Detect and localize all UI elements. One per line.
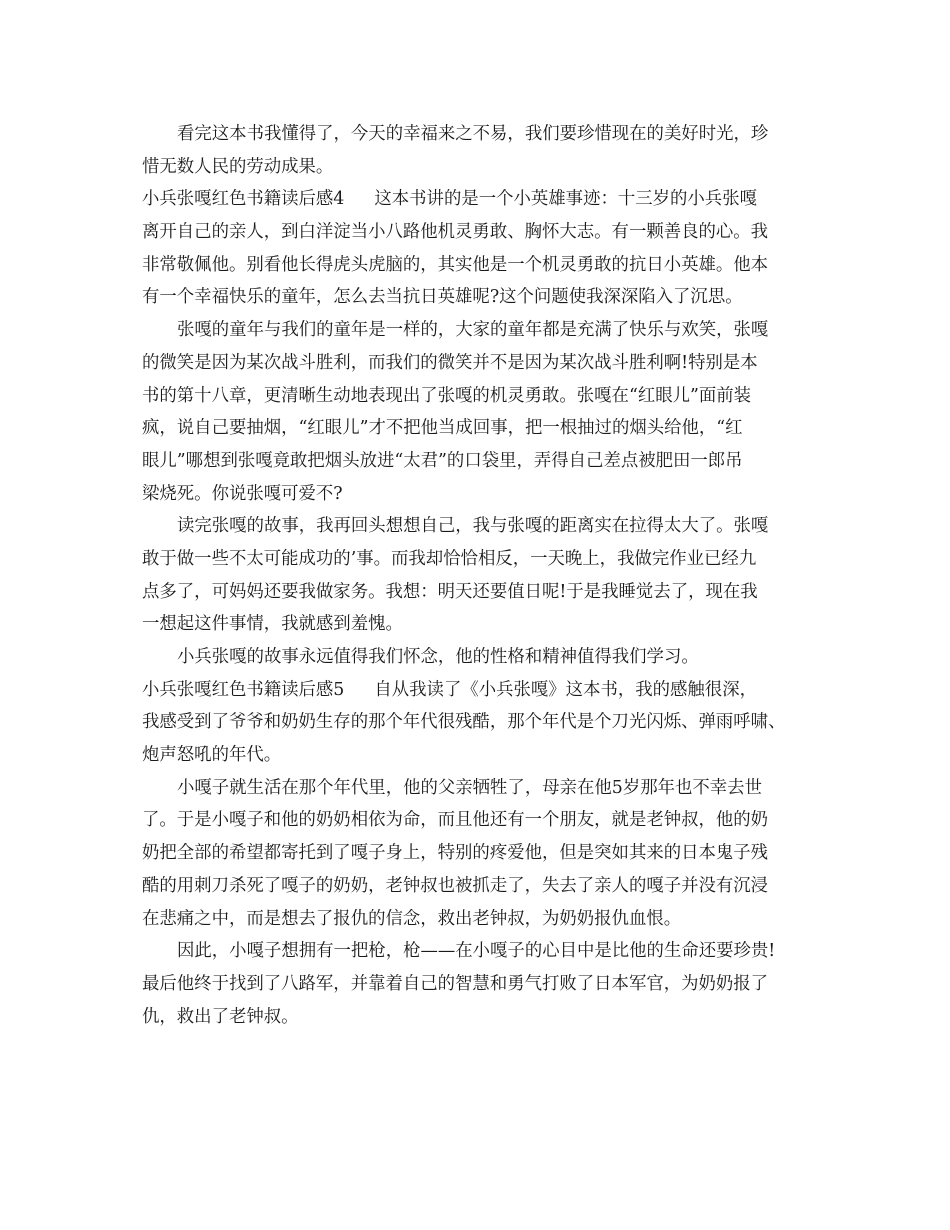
paragraph-line: 了。于是小嘎子和他的奶奶相依为命，而且他还有一个朋友，就是老钟叔，他的奶 xyxy=(142,810,769,831)
paragraph-line: 最后他终于找到了八路军，并靠着自己的智慧和勇气打败了日本军官，为奶奶报了 xyxy=(142,973,769,994)
paragraph-line: 有一个幸福快乐的童年，怎么去当抗日英雄呢?这个问题使我深深陷入了沉思。 xyxy=(142,287,743,308)
paragraph-line: 惜无数人民的劳动成果。 xyxy=(142,156,334,177)
paragraph-line: 读完张嘎的故事，我再回头想想自己，我与张嘎的距离实在拉得太大了。张嘎 xyxy=(177,516,769,537)
paragraph-line: 我感受到了爷爷和奶奶生存的那个年代很残酷，那个年代是个刀光闪烁、弹雨呼啸、 xyxy=(142,712,786,733)
paragraph-text: 自从我读了《小兵张嘎》这本书，我的感触很深， xyxy=(374,679,757,700)
paragraph-line: 的微笑是因为某次战斗胜利，而我们的微笑并不是因为某次战斗胜利啊!特别是本 xyxy=(142,352,758,373)
paragraph-line: 离开自己的亲人，到白洋淀当小八路他机灵勇敢、胸怀大志。有一颗善良的心。我 xyxy=(142,222,769,243)
paragraph-line: 疯，说自己要抽烟，“红眼儿”才不把他当成回事，把一根抽过的烟头给他，“红 xyxy=(142,418,743,439)
paragraph-line: 非常敬佩他。别看他长得虎头虎脑的，其实他是一个机灵勇敢的抗日小英雄。他本 xyxy=(142,254,769,275)
paragraph-line: 眼儿”哪想到张嘎竟敢把烟头放进“太君”的口袋里，弄得自己差点被肥田一郎吊 xyxy=(142,450,743,471)
document-page xyxy=(142,118,812,1033)
paragraph-line: 书的第十八章，更清晰生动地表现出了张嘎的机灵勇敢。张嘎在“红眼儿”面前装 xyxy=(142,385,752,406)
paragraph-text: 这本书讲的是一个小英雄事迹：十三岁的小兵张嘎 xyxy=(374,189,757,210)
paragraph-line: 酷的用刺刀杀死了嘎子的奶奶，老钟叔也被抓走了，失去了亲人的嘎子并没有沉浸 xyxy=(142,875,769,896)
paragraph-line: 仇，救出了老钟叔。 xyxy=(142,1006,299,1027)
section-heading-line xyxy=(142,674,812,707)
paragraph-line: 梁烧死。你说张嘎可爱不? xyxy=(142,483,343,504)
paragraph-line: 因此，小嘎子想拥有一把枪，枪——在小嘎子的心目中是比他的生命还要珍贵! xyxy=(177,941,776,962)
paragraph-line: 炮声怒吼的年代。 xyxy=(142,745,282,766)
paragraph-line: 看完这本书我懂得了，今天的幸福来之不易，我们要珍惜现在的美好时光，珍 xyxy=(177,124,769,144)
paragraph-line: 敢于做一些不太可能成功的’事。而我却恰恰相反，一天晚上，我做完作业已经九 xyxy=(142,548,757,569)
section-heading: 小兵张嘎红色书籍读后感4 xyxy=(142,189,345,210)
section-heading: 小兵张嘎红色书籍读后感5 xyxy=(142,679,345,700)
paragraph-line: 张嘎的童年与我们的童年是一样的，大家的童年都是充满了快乐与欢笑，张嘎 xyxy=(177,320,769,341)
paragraph-line: 点多了，可妈妈还要我做家务。我想：明天还要值日呢!于是我睡觉去了，现在我 xyxy=(142,581,758,602)
paragraph-line: 在悲痛之中，而是想去了报仇的信念，救出老钟叔，为奶奶报仇血恨。 xyxy=(142,908,682,929)
paragraph-line: 一想起这件事情，我就感到羞愧。 xyxy=(142,614,403,635)
section-heading-line xyxy=(142,183,812,216)
paragraph-line: 奶把全部的希望都寄托到了嘎子身上，特别的疼爱他，但是突如其来的日本鬼子残 xyxy=(142,843,769,864)
paragraph-line: 小兵张嘎的故事永远值得我们怀念，他的性格和精神值得我们学习。 xyxy=(177,647,699,667)
paragraph-line: 小嘎子就生活在那个年代里，他的父亲牺牲了，母亲在他5岁那年也不幸去世 xyxy=(177,777,762,798)
